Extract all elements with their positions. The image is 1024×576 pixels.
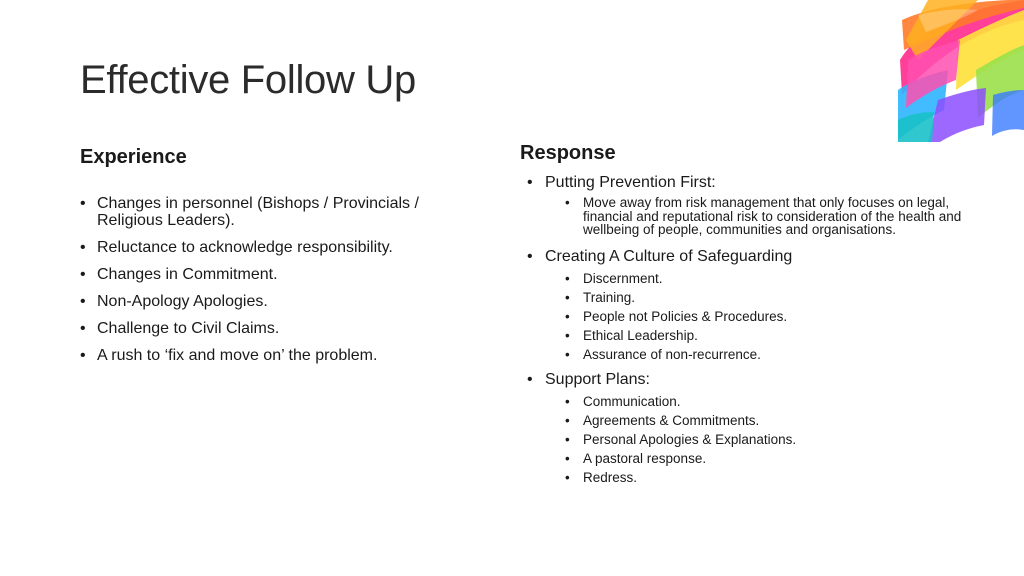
sub-item: • Communication.	[527, 392, 967, 411]
sub-item: • Ethical Leadership.	[527, 326, 967, 345]
paint-brush-decoration	[898, 0, 1024, 142]
experience-heading: Experience	[80, 146, 187, 168]
sub-item: • Discernment.	[527, 269, 967, 288]
sub-list	[527, 392, 967, 487]
paint-strokes-icon	[898, 0, 1024, 142]
list-item: • Changes in Commitment.	[80, 266, 480, 283]
response-group-culture	[527, 248, 967, 364]
group-label: • Support Plans:	[527, 371, 967, 389]
sub-item: • Assurance of non-recurrence.	[527, 345, 967, 364]
group-label: • Creating A Culture of Safeguarding	[527, 248, 967, 266]
list-item: • Changes in personnel (Bishops / Provincials / Religious Leaders).	[80, 195, 480, 229]
response-group-prevention	[527, 174, 967, 241]
sub-list	[527, 195, 967, 241]
slide-title: Effective Follow Up	[80, 58, 416, 102]
sub-item: • Training.	[527, 288, 967, 307]
list-item: • Challenge to Civil Claims.	[80, 320, 480, 337]
list-item: • A rush to ‘fix and move on’ the problem.	[80, 347, 480, 364]
response-heading: Response	[520, 142, 616, 164]
response-group-support	[527, 371, 967, 487]
sub-item: • People not Policies & Procedures.	[527, 307, 967, 326]
sub-item: • Redress.	[527, 468, 967, 487]
sub-item: • Agreements & Commitments.	[527, 411, 967, 430]
group-label: • Putting Prevention First:	[527, 174, 967, 192]
sub-item: • Move away from risk management that only focuses on legal, financial and reputational risk to consideration of the health and wellbeing of people, communities and organisations.	[527, 195, 967, 241]
sub-list	[527, 269, 967, 364]
experience-list	[80, 195, 480, 374]
response-list	[527, 174, 967, 494]
sub-item: • A pastoral response.	[527, 449, 967, 468]
list-item: • Reluctance to acknowledge responsibility.	[80, 239, 480, 256]
list-item: • Non-Apology Apologies.	[80, 293, 480, 310]
sub-item: • Personal Apologies & Explanations.	[527, 430, 967, 449]
